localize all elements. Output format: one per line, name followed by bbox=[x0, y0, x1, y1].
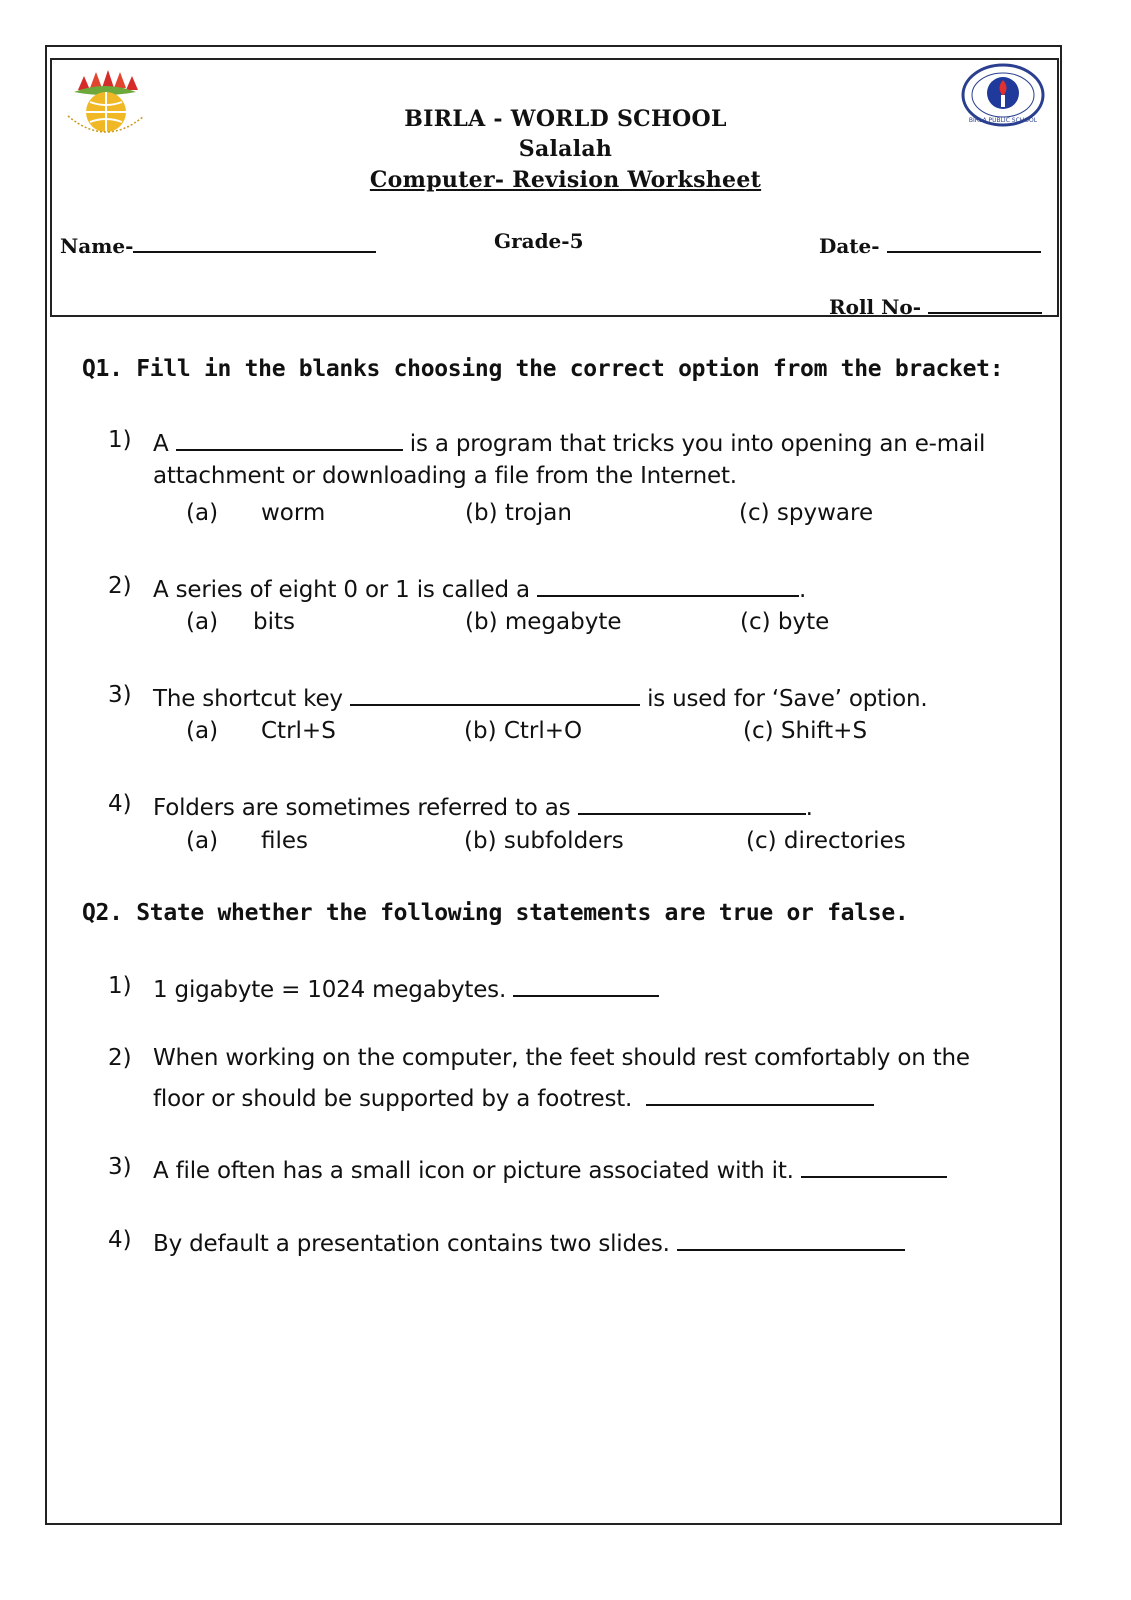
q2-item3-statement: A file often has a small icon or picture associated with it. bbox=[153, 1158, 794, 1184]
q1-item4-option-c: (c) directories bbox=[746, 828, 906, 854]
q1-item1-line2: attachment or downloading a file from the Internet. bbox=[153, 463, 737, 489]
q1-item2-number: 2) bbox=[108, 573, 132, 599]
q1-item2-option-c: (c) byte bbox=[740, 609, 830, 635]
q1-item4-text bbox=[153, 791, 813, 821]
q1-item2-option-a: bits bbox=[253, 609, 295, 635]
name-blank[interactable] bbox=[133, 229, 376, 253]
q1-item4-after: . bbox=[805, 795, 813, 821]
q1-item3-blank[interactable] bbox=[350, 682, 640, 706]
school-city: Salalah bbox=[518, 136, 613, 162]
q1-heading bbox=[82, 356, 1003, 382]
name-label: Name- bbox=[60, 234, 134, 258]
q1-item1-option-c: (c) spyware bbox=[739, 500, 874, 526]
q1-item2-text bbox=[153, 573, 806, 603]
q2-item3-text bbox=[153, 1154, 947, 1184]
worksheet-title: Computer- Revision Worksheet bbox=[369, 167, 762, 193]
q2-heading bbox=[82, 900, 908, 926]
q1-item3-after: is used for ‘Save’ option. bbox=[647, 686, 928, 712]
q1-item4-blank[interactable] bbox=[578, 791, 806, 815]
q1-item3-option-c: (c) Shift+S bbox=[743, 718, 868, 744]
q1-item2-option-a-letter: (a) bbox=[186, 609, 219, 635]
q1-item2-blank[interactable] bbox=[537, 573, 799, 597]
q1-item3-number: 3) bbox=[108, 682, 132, 708]
roll-blank[interactable] bbox=[928, 290, 1042, 314]
date-blank[interactable] bbox=[887, 229, 1041, 253]
q1-title: Fill in the blanks choosing the correct option from the bracket: bbox=[136, 356, 1004, 382]
q2-item3-blank[interactable] bbox=[801, 1154, 947, 1178]
q1-item1-option-b: (b) trojan bbox=[465, 500, 572, 526]
q2-item4-statement: By default a presentation contains two slides. bbox=[153, 1231, 670, 1257]
emblem-text: BIRLA PUBLIC SCHOOL bbox=[968, 117, 1038, 124]
q2-item1-statement: 1 gigabyte = 1024 megabytes. bbox=[153, 977, 507, 1003]
q1-item4-number: 4) bbox=[108, 791, 132, 817]
date-label: Date- bbox=[819, 234, 880, 258]
q2-item2-statement-end: floor or should be supported by a footrest. bbox=[153, 1086, 633, 1112]
q1-item1-text bbox=[153, 427, 985, 457]
q2-item2-text: When working on the computer, the feet should rest comfortably on the bbox=[153, 1045, 970, 1071]
q2-item1-blank[interactable] bbox=[513, 973, 659, 997]
roll-label: Roll No- bbox=[829, 295, 922, 319]
q1-item1-before: A bbox=[153, 431, 169, 457]
q1-item3-option-a: Ctrl+S bbox=[261, 718, 336, 744]
q1-item4-option-a-letter: (a) bbox=[186, 828, 219, 854]
q2-item1-text bbox=[153, 973, 659, 1003]
q1-item1-number: 1) bbox=[108, 427, 132, 453]
q2-title: State whether the following statements are true or false. bbox=[136, 900, 909, 926]
q1-item2-before: A series of eight 0 or 1 is called a bbox=[153, 577, 530, 603]
q1-item1-option-a: worm bbox=[261, 500, 326, 526]
q2-item2-number: 2) bbox=[108, 1045, 132, 1071]
q1-item4-before: Folders are sometimes referred to as bbox=[153, 795, 571, 821]
date-field[interactable] bbox=[819, 229, 1041, 258]
q2-item1-number: 1) bbox=[108, 973, 132, 999]
q1-item2-after: . bbox=[799, 577, 807, 603]
q1-item3-text bbox=[153, 682, 928, 712]
q2-item4-number: 4) bbox=[108, 1227, 132, 1253]
q2-item2-blank[interactable] bbox=[646, 1082, 874, 1106]
q2-item4-blank[interactable] bbox=[677, 1227, 905, 1251]
school-name: BIRLA - WORLD SCHOOL bbox=[404, 106, 727, 132]
q1-label: Q1. bbox=[82, 356, 123, 382]
q1-item4-option-b: (b) subfolders bbox=[464, 828, 624, 854]
q1-item2-option-b: (b) megabyte bbox=[465, 609, 622, 635]
name-field[interactable] bbox=[60, 229, 376, 258]
q1-item3-option-a-letter: (a) bbox=[186, 718, 219, 744]
q2-item2-line2 bbox=[153, 1082, 874, 1112]
q1-item3-option-b: (b) Ctrl+O bbox=[464, 718, 583, 744]
q2-item3-number: 3) bbox=[108, 1154, 132, 1180]
q1-item3-before: The shortcut key bbox=[153, 686, 343, 712]
roll-field[interactable] bbox=[829, 290, 1042, 319]
q2-item4-text bbox=[153, 1227, 905, 1257]
q2-label: Q2. bbox=[82, 900, 123, 926]
q1-item1-option-a-letter: (a) bbox=[186, 500, 219, 526]
q1-item4-option-a: files bbox=[261, 828, 309, 854]
grade-label: Grade-5 bbox=[494, 229, 584, 253]
q1-item1-after: is a program that tricks you into opening an e-mail bbox=[409, 431, 986, 457]
q1-item1-blank[interactable] bbox=[176, 427, 403, 451]
